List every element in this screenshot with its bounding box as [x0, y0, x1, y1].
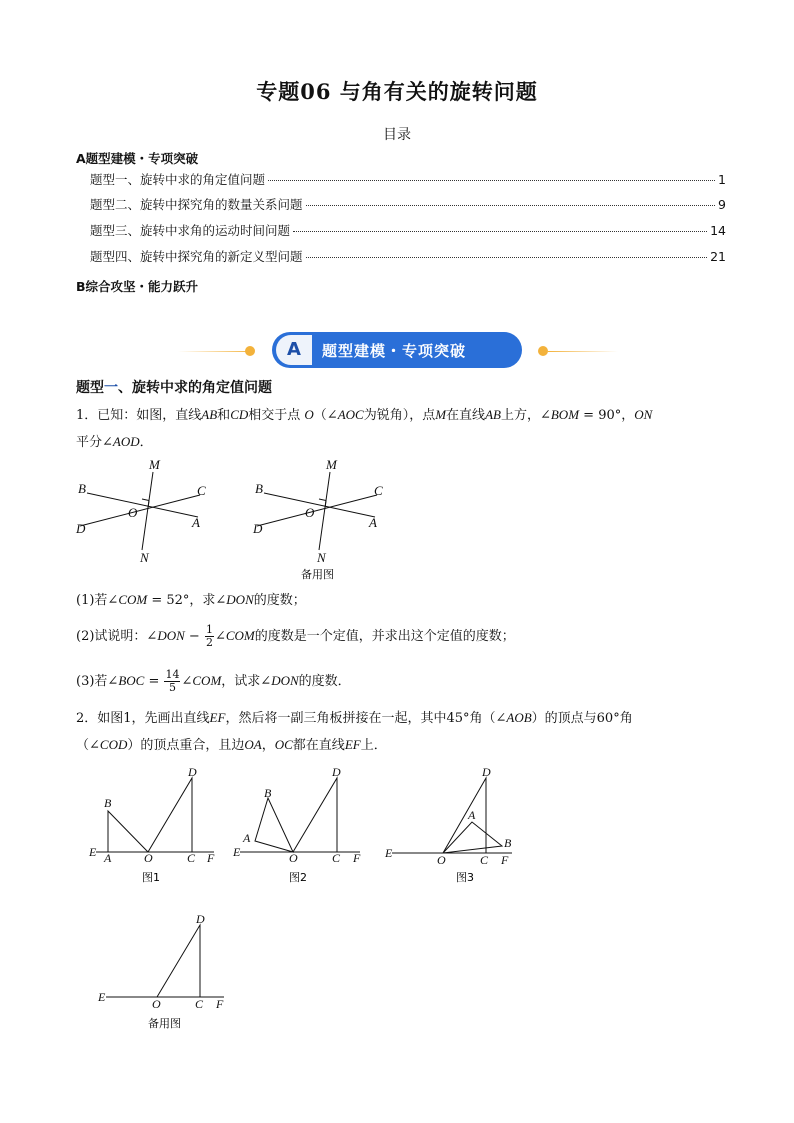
text-run: = — [144, 674, 164, 689]
label-D: D — [482, 765, 491, 779]
math-variable: O — [304, 407, 314, 422]
label-C: C — [332, 851, 341, 865]
text-run: ，然后将一副三角板拼接在一起，其中45°角（∠ — [225, 711, 507, 726]
toc-leader — [306, 205, 716, 206]
label-A: A — [192, 515, 200, 530]
label-B: B — [104, 796, 112, 810]
text-run: ，试求∠ — [221, 674, 272, 689]
text-run: (2)试说明：∠ — [76, 629, 158, 644]
text-run: = 90°， — [579, 408, 635, 423]
label-A: A — [369, 515, 377, 530]
figure-caption: 备用图 — [301, 568, 334, 581]
q2-figure-1 — [88, 765, 215, 884]
page-title: 专题06 与角有关的旋转问题 — [256, 79, 538, 104]
math-variable: BOM — [550, 407, 580, 422]
text-run: 在直线 — [446, 408, 486, 423]
math-variable: DON — [226, 592, 254, 607]
line-CD — [80, 495, 200, 526]
text-run: 上方，∠ — [500, 408, 551, 423]
text-run: （∠ — [76, 738, 100, 753]
fraction-numerator: 1 — [205, 623, 213, 636]
figure-caption: 备用图 — [148, 1017, 181, 1030]
q1-part2 — [76, 624, 515, 649]
banner-right-dot — [538, 346, 548, 356]
figure-caption: 图1 — [142, 871, 160, 884]
q2-figures — [80, 762, 540, 1042]
text-run: 2．如图1，先画出直线 — [76, 711, 210, 726]
banner-right-line — [548, 351, 618, 352]
text-run: (3)若∠ — [76, 674, 119, 689]
toc-item-label: 题型三、旋转中求角的运动时间问题 — [90, 223, 291, 238]
math-variable: COD — [99, 737, 128, 752]
label-O: O — [144, 851, 153, 865]
math-variable: CD — [230, 407, 249, 422]
math-variable: ON — [634, 407, 653, 422]
label-O: O — [152, 997, 161, 1011]
label-F: F — [216, 997, 224, 1011]
label-F: F — [353, 851, 361, 865]
label-M: M — [326, 457, 337, 472]
q2-figure-backup — [97, 912, 224, 1030]
q1-line1 — [76, 405, 652, 426]
label-O: O — [128, 505, 138, 520]
text-run: 的度数是一个定值，并求出这个定值的度数； — [254, 629, 515, 644]
math-variable: AOB — [506, 710, 532, 725]
label-D: D — [332, 765, 341, 779]
toc-leader — [293, 231, 707, 232]
math-variable: EF — [344, 737, 361, 752]
toc-item-page: 21 — [710, 249, 726, 264]
text-run: ）的顶点重合，且边 — [127, 738, 245, 753]
toc-leader — [306, 257, 708, 258]
text-run: − — [184, 629, 204, 644]
question-type-heading — [76, 377, 272, 397]
label-A: A — [104, 851, 112, 865]
math-variable: COM — [192, 673, 222, 688]
text-run: ∠ — [214, 629, 226, 644]
label-A: A — [468, 808, 476, 822]
math-variable: DON — [271, 673, 299, 688]
text-run: 都在直线 — [292, 738, 345, 753]
line-MN — [142, 472, 153, 550]
label-N: N — [317, 550, 326, 565]
text-run: ）的顶点与60°角 — [531, 711, 633, 726]
label-O: O — [437, 853, 446, 867]
label-B: B — [255, 481, 263, 496]
q2-line2 — [76, 735, 387, 756]
toc-item-page: 14 — [710, 223, 726, 238]
q1-line2 — [76, 432, 153, 453]
toc-item[interactable] — [90, 221, 726, 239]
label-C: C — [374, 483, 383, 498]
label-O: O — [289, 851, 298, 865]
fraction-numerator: 14 — [165, 668, 180, 681]
q2-figure-2 — [232, 765, 361, 884]
label-A: A — [243, 831, 251, 845]
text-run: 的度数． — [298, 674, 351, 689]
label-E: E — [385, 846, 393, 860]
math-variable: M — [435, 407, 447, 422]
banner-text: 题型建模・专项突破 — [322, 342, 467, 360]
label-C: C — [480, 853, 489, 867]
label-E: E — [233, 845, 241, 859]
math-variable: OC — [274, 737, 293, 752]
qtype-num: 一 — [104, 380, 118, 396]
math-variable: AOD — [112, 434, 140, 449]
toc-leader — [268, 180, 715, 181]
label-M: M — [149, 457, 160, 472]
q1-figure-backup — [257, 472, 377, 550]
math-variable: BOC — [118, 673, 145, 688]
banner-left-dot — [245, 346, 255, 356]
q1-figure-main — [80, 472, 200, 550]
label-D: D — [253, 521, 263, 536]
fraction-denominator: 2 — [205, 636, 213, 649]
label-B: B — [78, 481, 86, 496]
text-run: 上． — [360, 738, 387, 753]
label-B: B — [504, 836, 512, 850]
label-B: B — [264, 786, 272, 800]
label-F: F — [501, 853, 509, 867]
label-C: C — [197, 483, 206, 498]
banner-letter: A — [276, 335, 312, 365]
toc-section-a[interactable]: A题型建模・专项突破 — [76, 151, 199, 166]
q1-figures — [70, 455, 410, 585]
q1-part3 — [76, 669, 351, 694]
label-F: F — [207, 851, 215, 865]
figure-caption: 图3 — [456, 871, 474, 884]
label-D: D — [76, 521, 86, 536]
q2-line1 — [76, 708, 633, 729]
label-D: D — [196, 912, 205, 926]
text-run: 为锐角），点 — [363, 408, 436, 423]
math-variable: AOC — [337, 407, 364, 422]
toc-heading: 目录 — [383, 127, 411, 143]
toc-item-page: 1 — [718, 172, 726, 187]
toc-item[interactable] — [90, 195, 726, 213]
text-run: 的度数； — [253, 593, 306, 608]
math-variable: AB — [485, 407, 501, 422]
label-N: N — [140, 550, 149, 565]
text-run: 1．已知：如图，直线 — [76, 408, 202, 423]
qtype-prefix: 题型 — [76, 380, 104, 396]
toc-item-page: 9 — [718, 197, 726, 212]
qtype-rest: 、旋转中求的角定值问题 — [118, 380, 272, 396]
toc-item-label: 题型一、旋转中求的角定值问题 — [90, 172, 266, 187]
toc-item-label: 题型四、旋转中探究角的新定义型问题 — [90, 249, 303, 264]
label-E: E — [89, 845, 97, 859]
label-C: C — [187, 851, 196, 865]
math-variable: DON — [157, 628, 185, 643]
label-E: E — [98, 990, 106, 1004]
math-variable: OA — [244, 737, 262, 752]
fraction — [164, 669, 180, 694]
text-run: 和 — [217, 408, 231, 423]
toc-item[interactable] — [90, 247, 726, 265]
text-run: 平分∠ — [76, 435, 113, 450]
math-variable: EF — [209, 710, 226, 725]
math-variable: AB — [201, 407, 218, 422]
label-O: O — [305, 505, 315, 520]
label-D: D — [188, 765, 197, 779]
math-variable: COM — [118, 592, 148, 607]
math-variable: COM — [225, 628, 255, 643]
q2-figure-3 — [384, 765, 512, 884]
text-run: （∠ — [313, 408, 338, 423]
text-run: (1)若∠ — [76, 593, 119, 608]
banner-left-line — [178, 351, 254, 352]
text-run: ∠ — [181, 674, 193, 689]
text-run: = 52°，求∠ — [147, 593, 227, 608]
text-run: 相交于点 — [248, 408, 305, 423]
figure-caption: 图2 — [289, 871, 307, 884]
toc-item[interactable] — [90, 170, 726, 188]
text-run: ． — [139, 435, 153, 450]
line-AB — [87, 493, 198, 517]
text-run: ， — [261, 738, 275, 753]
fraction-denominator: 5 — [168, 681, 176, 694]
q1-part1 — [76, 590, 306, 611]
label-C: C — [195, 997, 204, 1011]
fraction — [205, 624, 214, 649]
toc-item-label: 题型二、旋转中探究角的数量关系问题 — [90, 197, 303, 212]
toc-section-b[interactable]: B综合攻坚・能力跃升 — [76, 279, 199, 294]
